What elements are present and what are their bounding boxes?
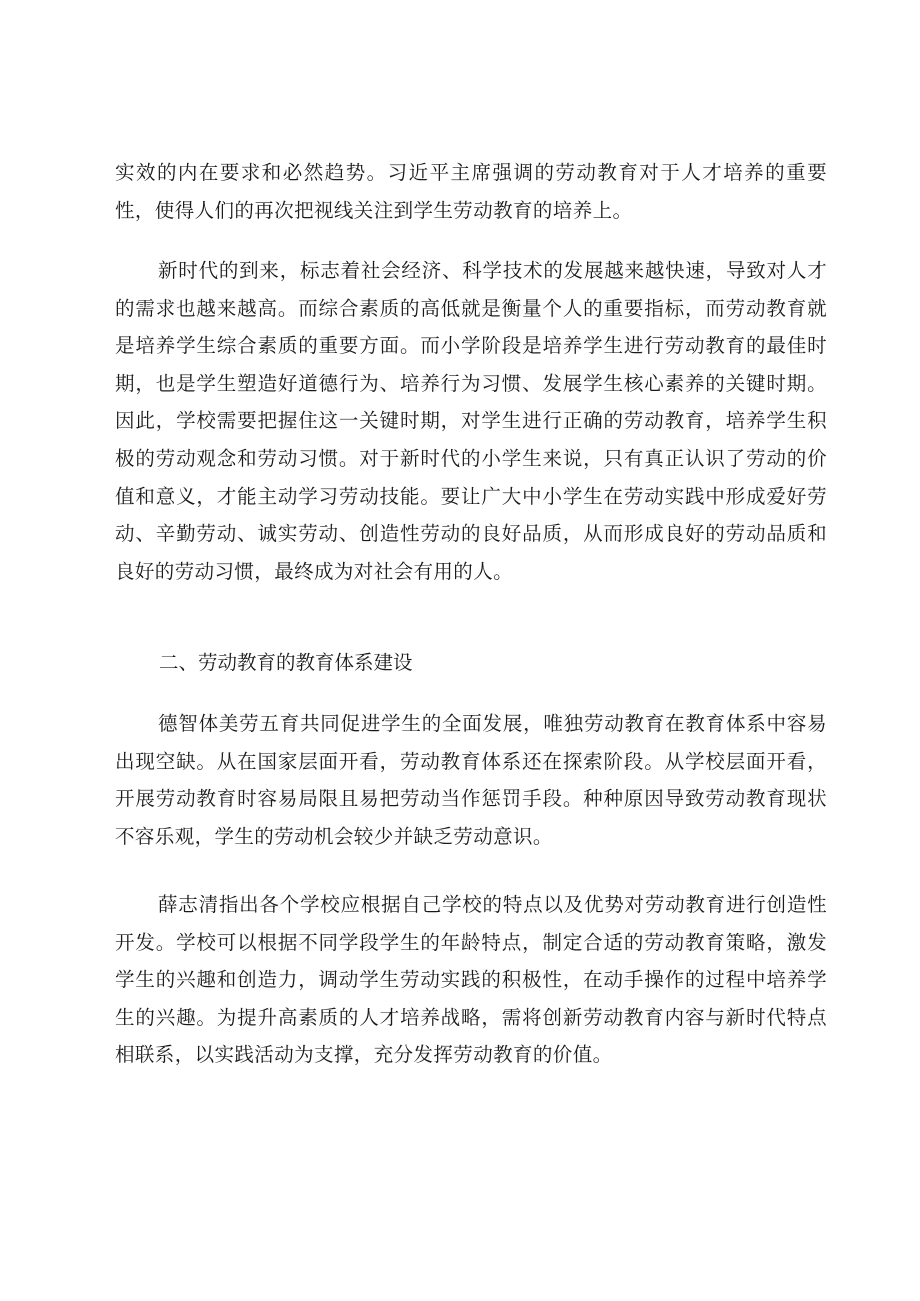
paragraph-new-era: 新时代的到来，标志着社会经济、科学技术的发展越来越快速，导致对人才的需求也越来越高。而综合素质的高低就是衡量个人的重要指标，而劳动教育就是培养学生综合素质的重要方面。而小学阶段是培养学生进行劳动教育的最佳时期，也是学生塑造好道德行为、培养行为习惯、发展学生核心素养的关键时期。因此，学校需要把握住这一关键时期，对学生进行正确的劳动教育，培养学生积极的劳动观念和劳动习惯。对于新时代的小学生来说，只有真正认识了劳动的价值和意义，才能主动学习劳动技能。要让广大中小学生在劳动实践中形成爱好劳动、辛勤劳动、诚实劳动、创造性劳动的良好品质，从而形成良好的劳动品质和良好的劳动习惯，最终成为对社会有用的人。 [115,259,827,583]
paragraph-xue-zhiqing: 薛志清指出各个学校应根据自己学校的特点以及优势对劳动教育进行创造性开发。学校可以根据不同学段学生的年龄特点，制定合适的劳动教育策略，激发学生的兴趣和创造力，调动学生劳动实践的积极性，在动手操作的过程中培养学生的兴趣。为提升高素质的人才培养战略，需将创新劳动教育内容与新时代特点相联系，以实践活动为支撑，充分发挥劳动教育的价值。 [115,893,827,1067]
section-heading: 二、劳动教育的教育体系建设 [159,651,413,674]
paragraph-five-education: 德智体美劳五育共同促进学生的全面发展，唯独劳动教育在教育体系中容易出现空缺。从在国家层面开看，劳动教育体系还在探索阶段。从学校层面开看，开展劳动教育时容易局限且易把劳动当作惩罚手段。种种原因导致劳动教育现状不容乐观，学生的劳动机会较少并缺乏劳动意识。 [115,712,827,848]
paragraph-continuation: 实效的内在要求和必然趋势。习近平主席强调的劳动教育对于人才培养的重要性，使得人们的再次把视线关注到学生劳动教育的培养上。 [115,161,827,222]
